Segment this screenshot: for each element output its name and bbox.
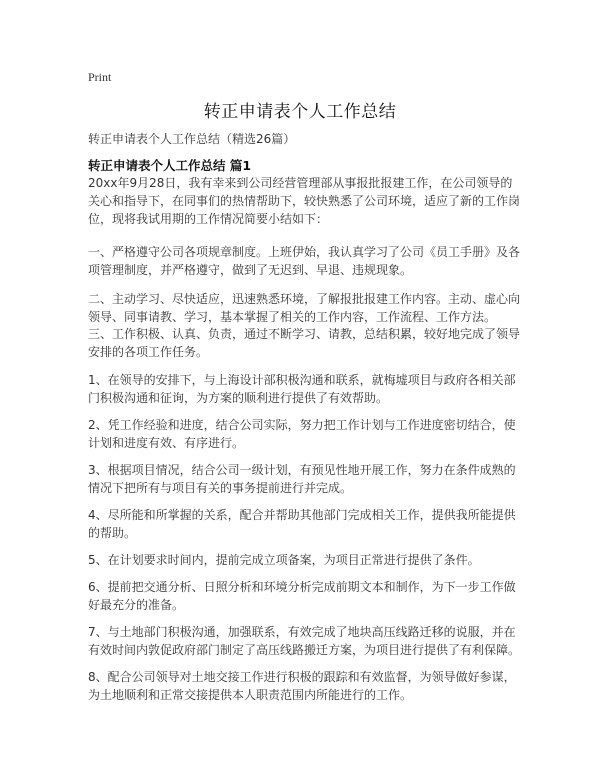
paragraph-item-7: 7、与土地部门积极沟通，加强联系，有效完成了地块高压线路迁移的说服，并在有效时间内敦促政府部门制定了高压线路搬迁方案，为项目进行提供了有利保障。 <box>88 625 521 657</box>
document-subtitle: 转正申请表个人工作总结（精选26篇） <box>88 132 296 146</box>
paragraph-item-1: 1、在领导的安排下，与上海设计部积极沟通和联系，就梅墟项目与政府各相关部门积极沟通和征询，为方案的顺利进行提供了有效帮助。 <box>88 373 516 405</box>
paragraph-item-4: 4、尽所能和所掌握的关系，配合并帮助其他部门完成相关工作，提供我所能提供的帮助。 <box>88 508 516 540</box>
paragraph-item-8: 8、配合公司领导对土地交接工作进行积极的跟踪和有效监督，为领导做好参谋，为土地顺利和正常交接提供本人职责范围内所能进行的工作。 <box>88 670 516 702</box>
section-heading: 转正申请表个人工作总结 篇1 <box>88 158 252 173</box>
print-label[interactable]: Print <box>88 70 112 84</box>
paragraph-intro: 20xx年9月28日，我有幸来到公司经营管理部从事报批报建工作，在公司领导的关心和指导下，在同事们的热情帮助下，较快熟悉了公司环境，适应了新的工作岗位，现将我试用期的工作情况简要小结如下： <box>88 176 521 226</box>
paragraph-rule-2: 二、主动学习、尽快适应，迅速熟悉环境，了解报批报建工作内容。主动、虚心向领导、同事请教、学习，基本掌握了相关的工作内容，工作流程、工作方法。 <box>88 292 521 324</box>
document-title: 转正申请表个人工作总结 <box>203 102 397 122</box>
paragraph-rule-3: 三、工作积极、认真、负责，通过不断学习、请教，总结积累，较好地完成了领导安排的各项工作任务。 <box>88 327 521 359</box>
paragraph-item-6: 6、提前把交通分析、日照分析和环境分析完成前期文本和制作，为下一步工作做好最充分的准备。 <box>88 580 516 612</box>
paragraph-item-2: 2、凭工作经验和进度，结合公司实际，努力把工作计划与工作进度密切结合，使计划和进度有效、有序进行。 <box>88 418 516 450</box>
paragraph-item-5: 5、在计划要求时间内，提前完成立项备案，为项目正常进行提供了条件。 <box>88 553 480 567</box>
paragraph-rule-1: 一、严格遵守公司各项规章制度。上班伊始，我认真学习了公司《员工手册》及各项管理制度，并严格遵守，做到了无迟到、早退、违规现象。 <box>88 245 521 277</box>
paragraph-item-3: 3、根据项目情况，结合公司一级计划，有预见性地开展工作，努力在条件成熟的情况下把所有与项目有关的事务提前进行并完成。 <box>88 463 516 495</box>
